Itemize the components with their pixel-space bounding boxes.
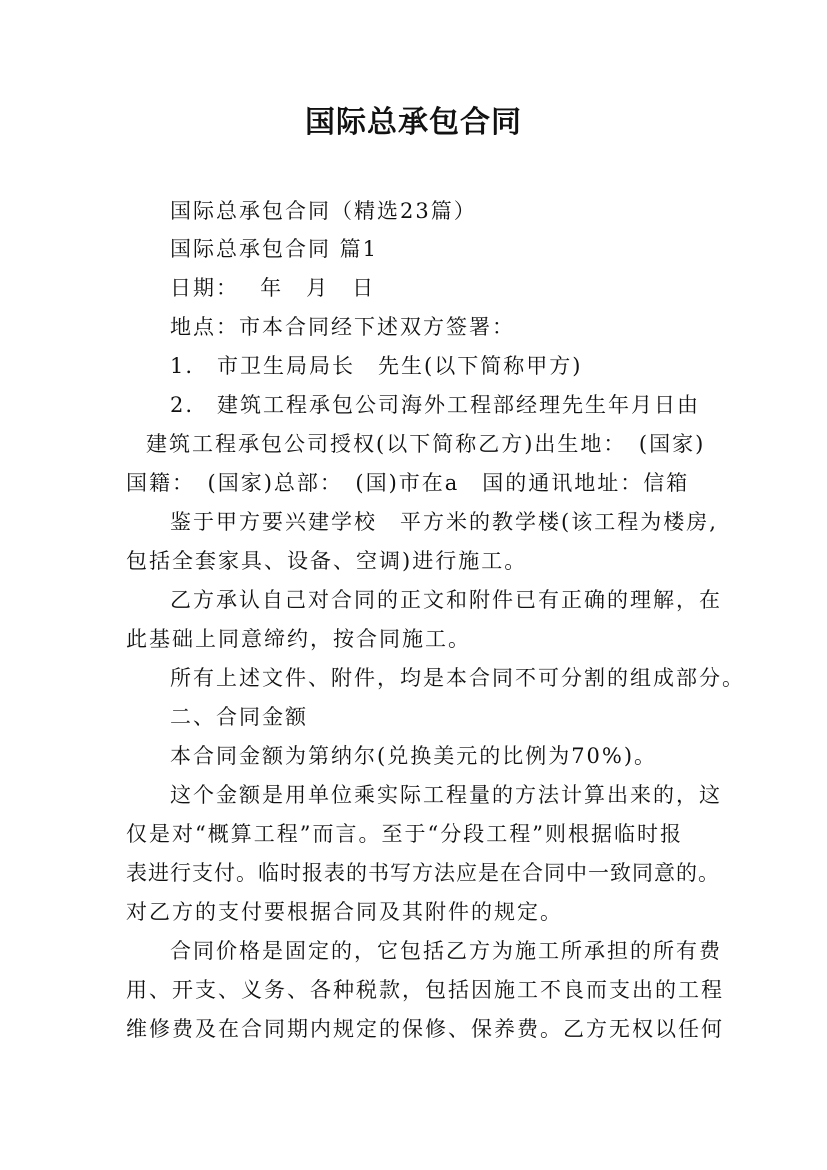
- body-line: 表进行支付。临时报表的书写方法应是在合同中一致同意的。: [126, 861, 720, 885]
- text-line: [0, 620, 827, 658]
- text-line: [0, 737, 827, 775]
- body-line: 这个金额是用单位乘实际工程量的方法计算出来的，这: [170, 783, 722, 807]
- text-line: [0, 347, 827, 385]
- body-line: 建筑工程承包公司授权(以下简称乙方)出生地： (国家): [146, 432, 706, 456]
- text-line: [0, 581, 827, 619]
- subtitle-line: 国际总承包合同（精选23篇）: [170, 199, 477, 223]
- text-line: [0, 659, 827, 697]
- text-line: [0, 932, 827, 970]
- text-line: [0, 698, 827, 736]
- text-line: [0, 542, 827, 580]
- text-line: [0, 386, 827, 424]
- text-line: [0, 893, 827, 931]
- text-line: [0, 776, 827, 814]
- body-line: 此基础上同意缔约，按合同施工。: [126, 627, 471, 651]
- text-line: [0, 971, 827, 1009]
- text-line: [0, 230, 827, 268]
- body-line: 乙方承认自己对合同的正文和附件已有正确的理解，在: [170, 588, 722, 612]
- body-line: 对乙方的支付要根据合同及其附件的规定。: [126, 900, 563, 924]
- body-line: 鉴于甲方要兴建学校 平方米的教学楼(该工程为楼房,: [170, 510, 718, 534]
- section-heading-line: 国际总承包合同 篇1: [170, 237, 379, 261]
- text-line: [0, 425, 827, 463]
- party-a-line: 1. 市卫生局局长 先生(以下简称甲方): [170, 354, 583, 378]
- location-line: 地点：市本合同经下述双方签署：: [170, 315, 515, 339]
- body-line: 包括全套家具、设备、空调)进行施工。: [126, 549, 528, 573]
- text-line: [0, 269, 827, 307]
- text-line: [0, 815, 827, 853]
- text-line: [0, 464, 827, 502]
- section-heading-line: 二、合同金额: [170, 705, 308, 729]
- date-line: 日期： 年 月 日: [170, 276, 376, 300]
- text-line: [0, 503, 827, 541]
- body-line: 本合同金额为第纳尔(兑换美元的比例为70%)。: [170, 744, 658, 768]
- document-title: 国际总承包合同: [305, 105, 522, 140]
- body-line: 国籍： (国家)总部： (国)市在a 国的通讯地址：信箱: [126, 471, 690, 495]
- body-line: 维修费及在合同期内规定的保修、保养费。乙方无权以任何: [126, 1017, 724, 1041]
- body-line: 合同价格是固定的，它包括乙方为施工所承担的所有费: [170, 939, 722, 963]
- text-line: [0, 1010, 827, 1048]
- body-line: 用、开支、义务、各种税款，包括因施工不良而支出的工程: [126, 978, 724, 1002]
- text-line: [0, 308, 827, 346]
- body-line: 仅是对“概算工程”而言。至于“分段工程”则根据临时报: [126, 822, 683, 846]
- party-b-line: 2. 建筑工程承包公司海外工程部经理先生年月日由: [170, 393, 701, 417]
- text-line: [0, 854, 827, 892]
- text-line: [0, 192, 827, 230]
- body-line: 所有上述文件、附件，均是本合同不可分割的组成部分。: [170, 666, 745, 690]
